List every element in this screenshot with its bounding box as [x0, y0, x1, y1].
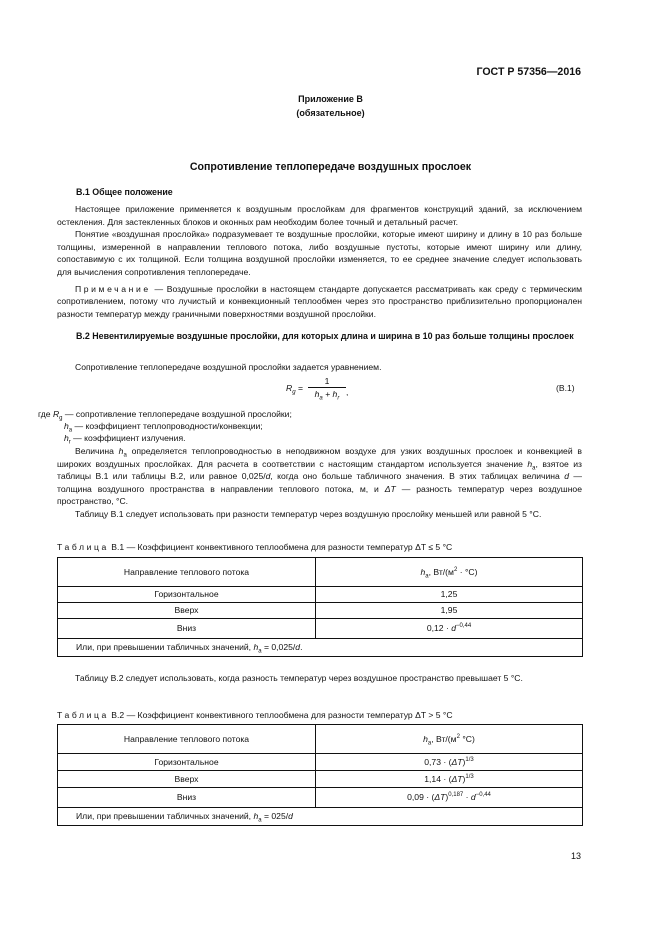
- table2-intro: [57, 672, 582, 685]
- caption-text: В.1 — Коэффициент конвективного теплообмена для разности температур: [108, 542, 416, 552]
- subscript: g: [59, 415, 63, 422]
- denominator: [308, 387, 349, 402]
- table-cell: $0,12 \cdot d^{-0,44}$: [316, 619, 583, 639]
- definition: — коэффициент теплопроводности/конвекции;: [72, 421, 263, 431]
- where-lead: где: [38, 409, 53, 419]
- section-b1-heading: В.1 Общее положение: [76, 187, 173, 197]
- where-line-2: [64, 420, 263, 433]
- symbol: R: [52, 409, 60, 419]
- table-cell: $1,14 \cdot (\Delta T)^{1/3}$: [316, 771, 583, 788]
- symbol: h: [64, 433, 69, 443]
- subscript: a: [68, 427, 73, 434]
- table-note-row: [58, 808, 583, 826]
- table-row: [58, 619, 583, 639]
- paragraph: Настоящее приложение применяется к воздушным прослойкам для фрагментов конструкций зданий, за исключением остекления. Для застекленных блоков и оконных рам необходим более точный и детальный расчет.: [57, 204, 582, 227]
- table-cell: Горизонтальное: [58, 587, 316, 603]
- subscript: a: [319, 395, 323, 402]
- caption-condition: ΔT ≤ 5 °С: [415, 542, 453, 552]
- column-header: $h_a$, $Вт/(м^2$ °С): [316, 725, 583, 754]
- subscript: g: [292, 389, 296, 396]
- table-row: [58, 788, 583, 808]
- note-text: — Воздушные прослойки в настоящем стандарте допускается рассматривать как среду с термическим сопротивлением, потому что лучистый и конвекционный теплообмен через это пространство приблизительно пропорционален разности температур между граничными поверхностями воздушной прослойки.: [57, 283, 582, 319]
- table-cell: $0,73 \cdot (\Delta T)^{1/3}$: [316, 754, 583, 771]
- column-header: $h_a$, $Вт/(м^2 \cdot ^\circ С)$: [316, 558, 583, 587]
- table-cell: Вверх: [58, 603, 316, 619]
- table-note: Или, при превышении табличных значений, $h_a = 0,025/d$.: [58, 639, 583, 657]
- formula-fraction: [308, 376, 349, 402]
- section-b1-body: [57, 203, 582, 320]
- formula-lhs: [286, 382, 303, 395]
- where-line-3: [64, 432, 185, 445]
- table2-caption: [57, 709, 453, 722]
- caption-label: Таблица: [57, 542, 109, 552]
- table-cell: Вверх: [58, 771, 316, 788]
- formula-number: (В.1): [556, 383, 575, 393]
- table-row: [58, 771, 583, 788]
- formula-b1: [0, 376, 661, 406]
- ha-definition: [57, 445, 582, 521]
- caption-condition: ΔT > 5 °С: [415, 710, 453, 720]
- section-b2-heading: В.2 Невентилируемые воздушные прослойки, для которых длина и ширина в 10 раз больше толщины прослоек: [76, 331, 574, 341]
- appendix-title: Приложение В: [298, 94, 363, 104]
- paragraph: Величина $h_a$ определяется теплопроводностью в неподвижном воздухе для узких воздушных прослоек и конвекцией в широких воздушных прослойках. Для расчета в соответствии с настоящим стандартом используется значение $h_a$, взятое из таблицы В.1 или таблицы В.2, или равное 0,025/d, когда оно больше табличного значения. В этих таблицах величина d — толщина воздушного пространства в направлении теплового потока, м, и ΔT — разность температур через воздушное пространство, °С.: [57, 446, 582, 507]
- caption-label: Таблица: [57, 710, 109, 720]
- main-title: Сопротивление теплопередаче воздушных прослоек: [189, 161, 472, 173]
- table-b2: [57, 724, 583, 826]
- symbol: h: [314, 389, 320, 399]
- caption-text: В.2 — Коэффициент конвективного теплообмена для разности температур: [108, 710, 416, 720]
- table-note-row: [58, 639, 583, 657]
- appendix-status: (обязательное): [296, 108, 365, 118]
- table-cell: Горизонтальное: [58, 754, 316, 771]
- table-cell: 1,25: [316, 587, 583, 603]
- table-cell: Вниз: [58, 788, 316, 808]
- note-paragraph: [57, 283, 582, 321]
- symbol: h: [64, 421, 69, 431]
- column-header: Направление теплового потока: [58, 725, 316, 754]
- table1-caption: [57, 541, 452, 554]
- equals: =: [295, 383, 303, 393]
- definition: — коэффициент излучения.: [70, 433, 186, 443]
- paragraph: Понятие «воздушная прослойка» подразумевает те воздушные прослойки, которые имеют ширину и длину в 10 раз больше толщины, измеренной в направлении теплового потока, либо воздушные пустоты, которые имеют ширину или длину, сопоставимую с их толщиной. Если толщина воздушной прослойки изменяется, то ее среднее значение следует использовать для вычисления сопротивления теплопередаче.: [57, 229, 582, 277]
- formula-comma: ,: [346, 387, 349, 397]
- paragraph: Таблицу В.2 следует использовать, когда разность температур через воздушное пространство превышает 5 °С.: [75, 673, 523, 683]
- note-label: Примечание: [75, 283, 151, 294]
- subscript: r: [68, 439, 71, 446]
- table-row: [58, 603, 583, 619]
- paragraph: Таблицу В.1 следует использовать при разности температур через воздушную прослойку меньшей или равной 5 °С.: [75, 508, 542, 519]
- formula-intro: [57, 361, 582, 374]
- definition: — сопротивление теплопередаче воздушной прослойки;: [62, 409, 292, 419]
- table-note: Или, при превышении табличных значений, $h_a = 025/d$: [58, 808, 583, 826]
- table-cell: Вниз: [58, 619, 316, 639]
- where-line-1: [38, 408, 292, 421]
- numerator: 1: [308, 376, 346, 388]
- document-id: ГОСТ Р 57356—2016: [476, 66, 581, 78]
- table-row: [58, 587, 583, 603]
- table-b1: [57, 557, 583, 657]
- paragraph: Сопротивление теплопередаче воздушной прослойки задается уравнением.: [75, 362, 382, 372]
- subscript: r: [337, 395, 340, 402]
- page-number: 13: [570, 851, 581, 861]
- table-header-row: [58, 558, 583, 587]
- table-cell: $0,09 \cdot (\Delta T)^{0,187} \cdot d^{-0,44}$: [316, 788, 583, 808]
- symbol: R: [286, 383, 293, 393]
- column-header: Направление теплового потока: [58, 558, 316, 587]
- symbol: + h: [322, 389, 338, 399]
- table-row: [58, 754, 583, 771]
- table-header-row: [58, 725, 583, 754]
- table-cell: 1,95: [316, 603, 583, 619]
